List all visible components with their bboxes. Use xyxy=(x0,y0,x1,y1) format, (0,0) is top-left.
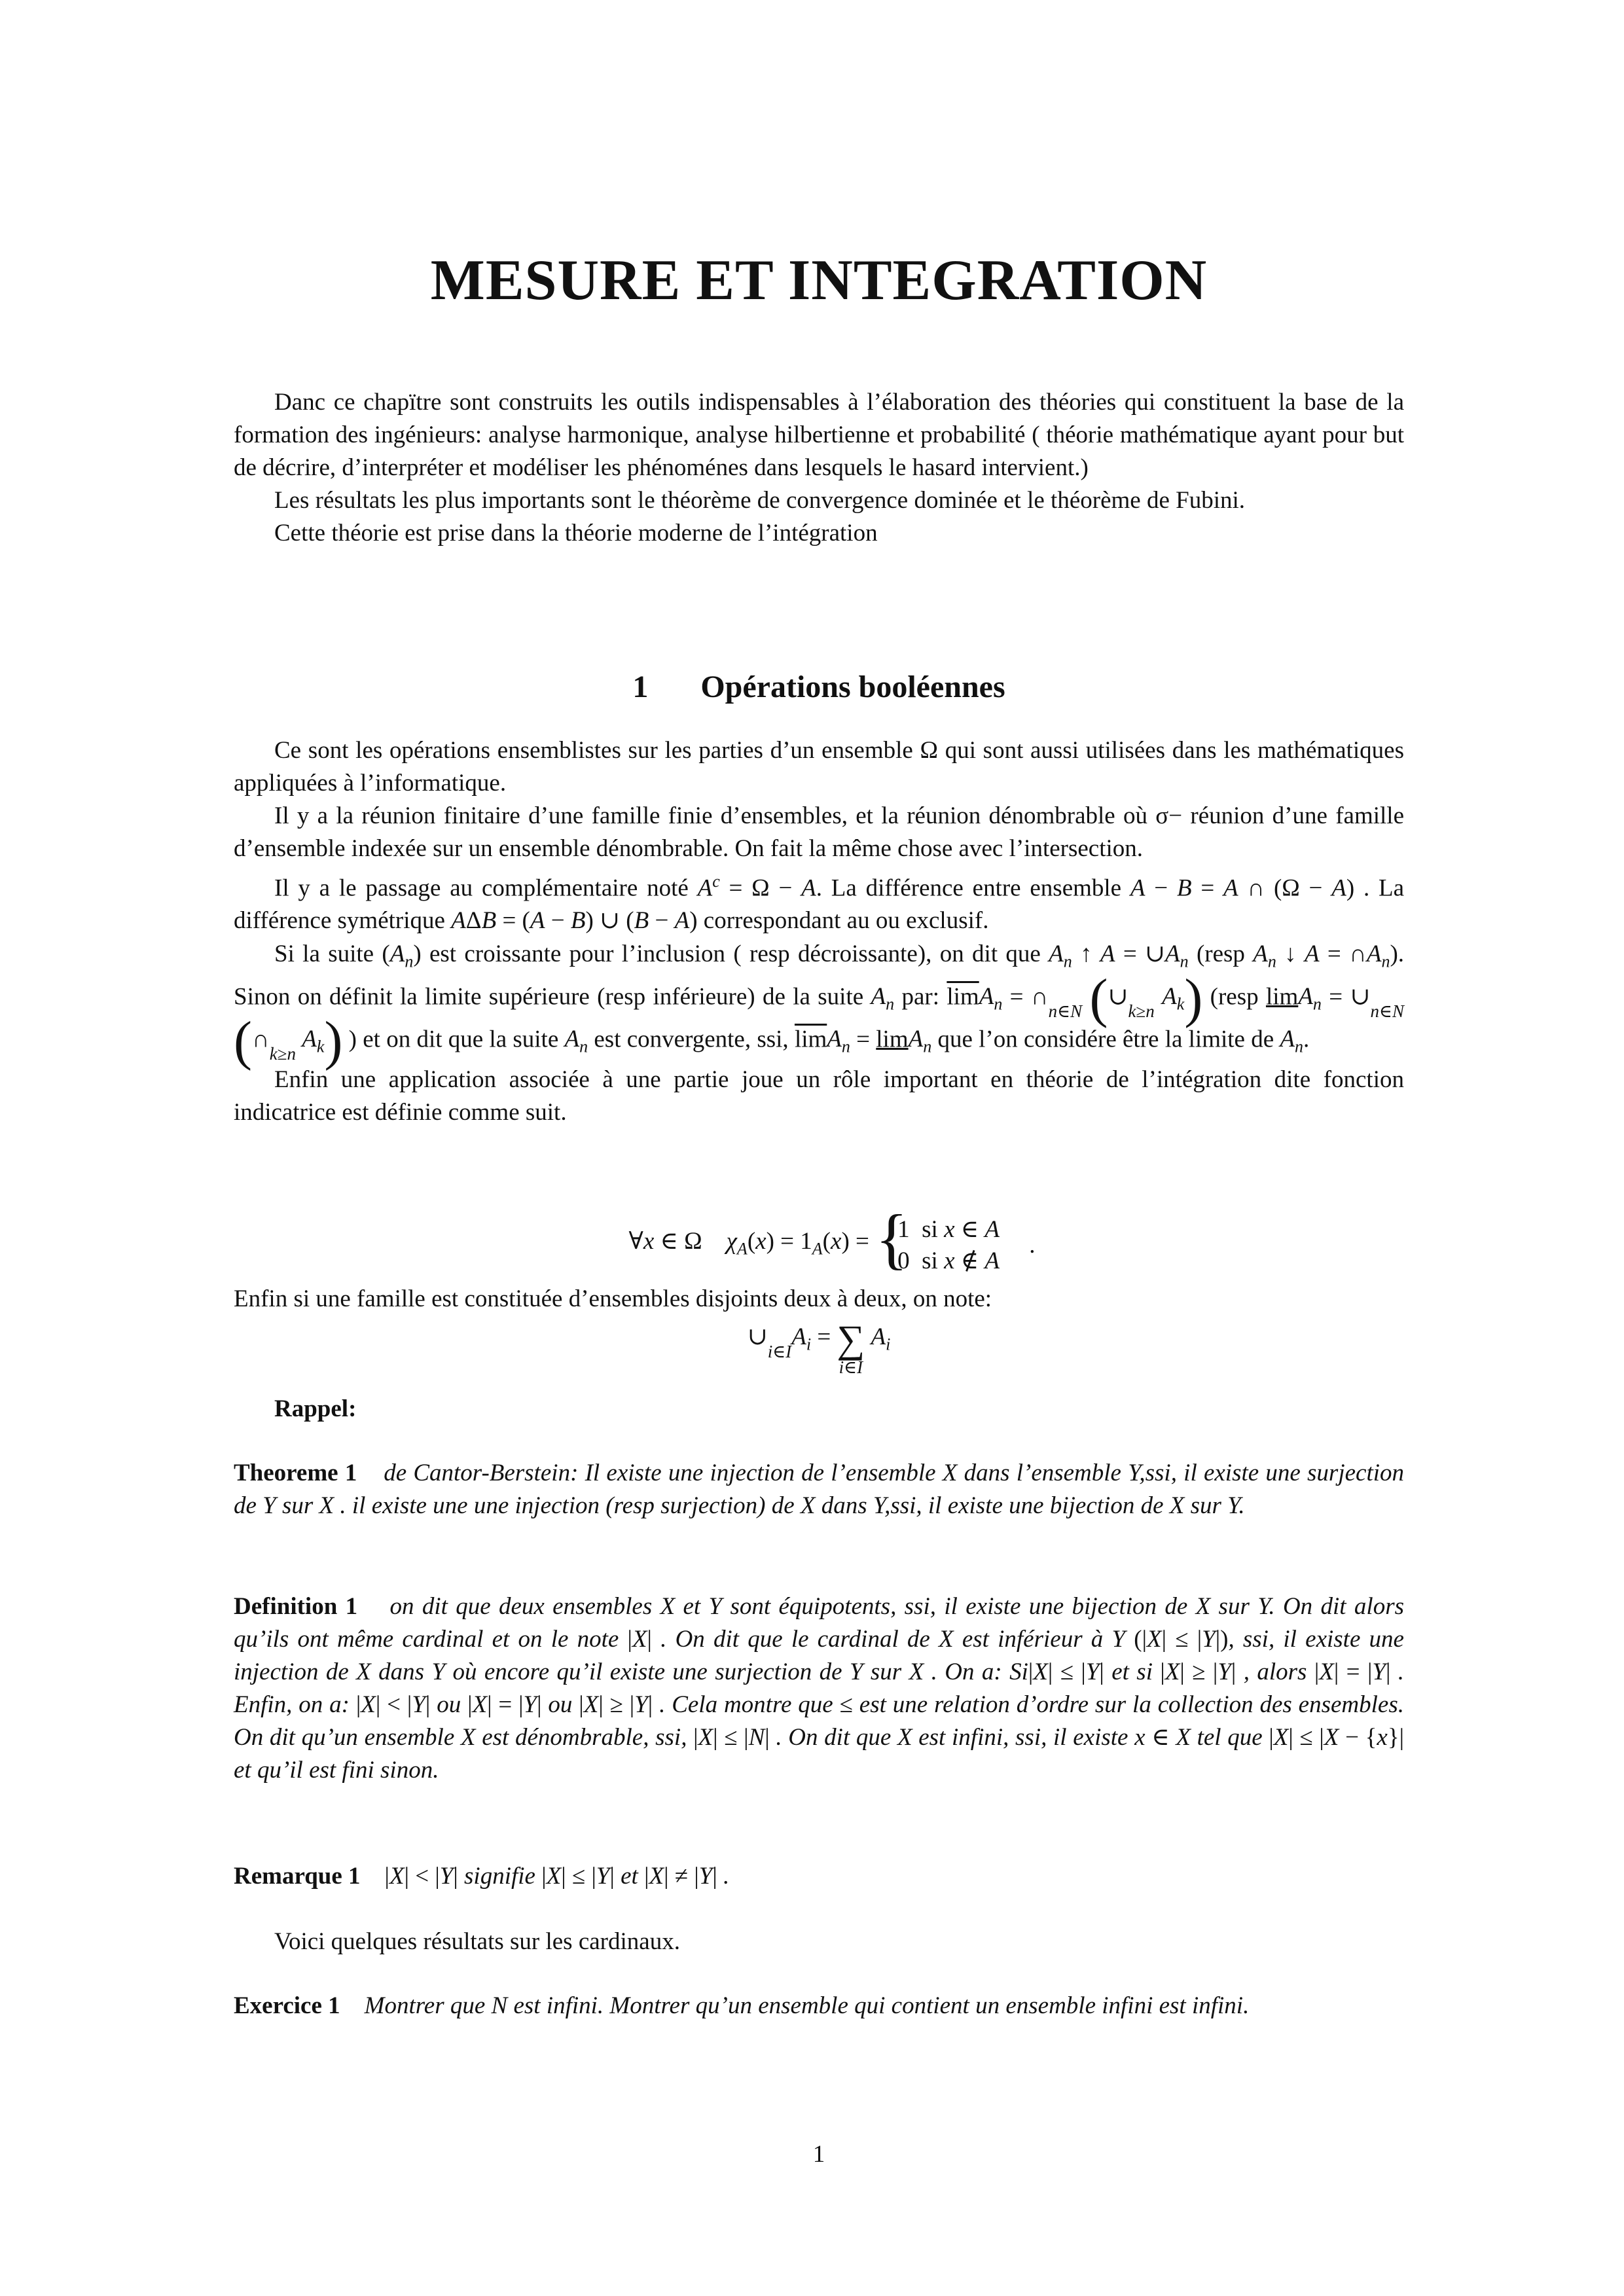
section-heading xyxy=(234,669,1404,705)
exercise-label: Exercice 1 xyxy=(234,1992,340,2019)
exercise-body: Montrer que N est infini. Montrer qu’un ensemble qui contient un ensemble infini est infini. xyxy=(364,1992,1250,2019)
section-number: 1 xyxy=(632,670,649,704)
intro-paragraph-1: Danc ce chapïtre sont construits les outils indispensables à l’élaboration des théories qui constituent la base de la formation des ingénieurs: analyse harmonique, analyse hilbertienne et probabilité ( théorie mathématique ayant pour but de décrire, d’interpréter et modéliser les phénoménes dans lesquels le hasard intervient.) xyxy=(234,389,1404,481)
section-paragraph-limits: Si la suite $(A_n)$ est croissante pour l’inclusion ( resp décroissante), on dit que $A_n$ ↑ $A = \cup A_n$ (resp $A_n$ ↓ $A = \cap A_n$). Sinon on définit la limite supérieure (resp inférieure) de la suite $A_n$ par: $\overline{lim}A_n$ = $\cap_{n\in N}$ ($\cup_{k\ge n}$ $A_k$) (resp $\lim A_n = \cup_{n\in N}$ ($\cap_{k\ge n}$ $A_k$) ) et on dit que la suite $A_n$ est convergente, ssi, $\overline{lim}A_n = \lim A_n$ que l’on considére être la limite de $A_n$. xyxy=(234,941,1405,1071)
cases-brace: { 1 si x ∈ A 0 si x ∉ A xyxy=(875,1201,1000,1276)
section-paragraph-disjoint: Enfin si une famille est constituée d’ensembles disjoints deux à deux, on note: xyxy=(234,1285,992,1312)
remarque-label: Remarque 1 xyxy=(234,1863,361,1890)
theorem-label: Theoreme 1 xyxy=(234,1460,357,1486)
section-paragraph-indicator: Enfin une application associée à une partie joue un rôle important en théorie de l’intégration dite fonction indicatrice est définie comme suit. xyxy=(234,1066,1404,1126)
exercise-text xyxy=(234,1990,1404,2022)
remarque-text: Remarque 1 |X| < |Y| signifie |X| ≤ |Y| et |X| ≠ |Y| . xyxy=(234,1863,730,1890)
section-paragraph-1: Ce sont les opérations ensemblistes sur les parties d’un ensemble Ω qui sont aussi utilisées dans les mathématiques appliquées à l’informatique. xyxy=(234,737,1404,797)
remarque-block xyxy=(234,1860,1404,1893)
disjoint-intro xyxy=(234,1283,1404,1316)
section-paragraph-complement: Il y a le passage au complémentaire noté $A^c = \Omega - A$. La différence entre ensemble A − B = A ∩ (Ω − A) . La différence symétrique AΔB = (A − B) ∪ (B − A) correspondant au ou exclusif. xyxy=(234,872,1405,935)
exercise-block xyxy=(234,1990,1404,2022)
document-page xyxy=(234,0,1404,2296)
theorem-text: Theoreme 1 de Cantor-Berstein: Il existe une injection de l’ensemble X dans l’ensemble Y,ssi, il existe une surjection de Y sur X . il existe une une injection (resp surjection) de X dans Y,ssi, il existe une bijection de X sur Y. xyxy=(234,1460,1405,1519)
rappel-label: Rappel: xyxy=(274,1395,357,1422)
theorem-block xyxy=(234,1457,1404,1522)
intro-paragraph-3: Cette théorie est prise dans la théorie moderne de l’intégration xyxy=(274,520,878,547)
definition-text: Definition 1 on dit que deux ensembles X et Y sont équipotents, ssi, il existe une bijection de X sur Y. On dit alors qu’ils ont même cardinal et on le note |X| . On dit que le cardinal de X est inférieur à Y (|X| ≤ |Y|), ssi, il existe une injection de X dans Y où encore qu’il existe une surjection de Y sur X . On a: Si|X| ≤ |Y| et si |X| ≥ |Y| , alors |X| = |Y| . Enfin, on a: |X| < |Y| ou |X| = |Y| ou |X| ≥ |Y| . Cela montre que ≤ est une relation d’ordre sur la collection des ensembles. On dit qu’un ensemble X est dénombrable, ssi, |X| ≤ |N| . On dit que X est infini, ssi, il existe x ∈ X tel que |X| ≤ |X − {x}| et qu’il est fini sinon. xyxy=(234,1593,1404,1784)
rappel-block xyxy=(234,1393,1404,1426)
page-number: 1 xyxy=(812,2141,825,2168)
section-body xyxy=(234,734,1404,1129)
definition-block xyxy=(234,1590,1404,1787)
cardinaux-intro: Voici quelques résultats sur les cardinaux. xyxy=(274,1928,680,1955)
cardinaux-block xyxy=(234,1926,1404,1958)
indicator-equation: ∀x ∈ Ω $\chi_A(x) = 1_A(x)$ = { 1 si x ∈ A 0 si x ∉ A . xyxy=(628,1201,1036,1276)
intro-block xyxy=(234,386,1404,550)
disjoint-union-equation: $\cup_{i\in I}A_i$ = ∑ i∈I $A_i$ xyxy=(747,1318,891,1377)
section-title: Opérations booléennes xyxy=(700,670,1005,704)
document-title: MESURE ET INTEGRATION xyxy=(430,249,1208,312)
intro-paragraph-2: Les résultats les plus importants sont le théorème de convergence dominée et le théorème de Fubini. xyxy=(274,487,1245,514)
section-paragraph-2: Il y a la réunion finitaire d’une famille finie d’ensembles, et la réunion dénombrable où σ− réunion d’une famille d’ensemble indexée sur un ensemble dénombrable. On fait la même chose avec l’intersection. xyxy=(234,802,1404,862)
definition-label: Definition 1 xyxy=(234,1593,358,1620)
